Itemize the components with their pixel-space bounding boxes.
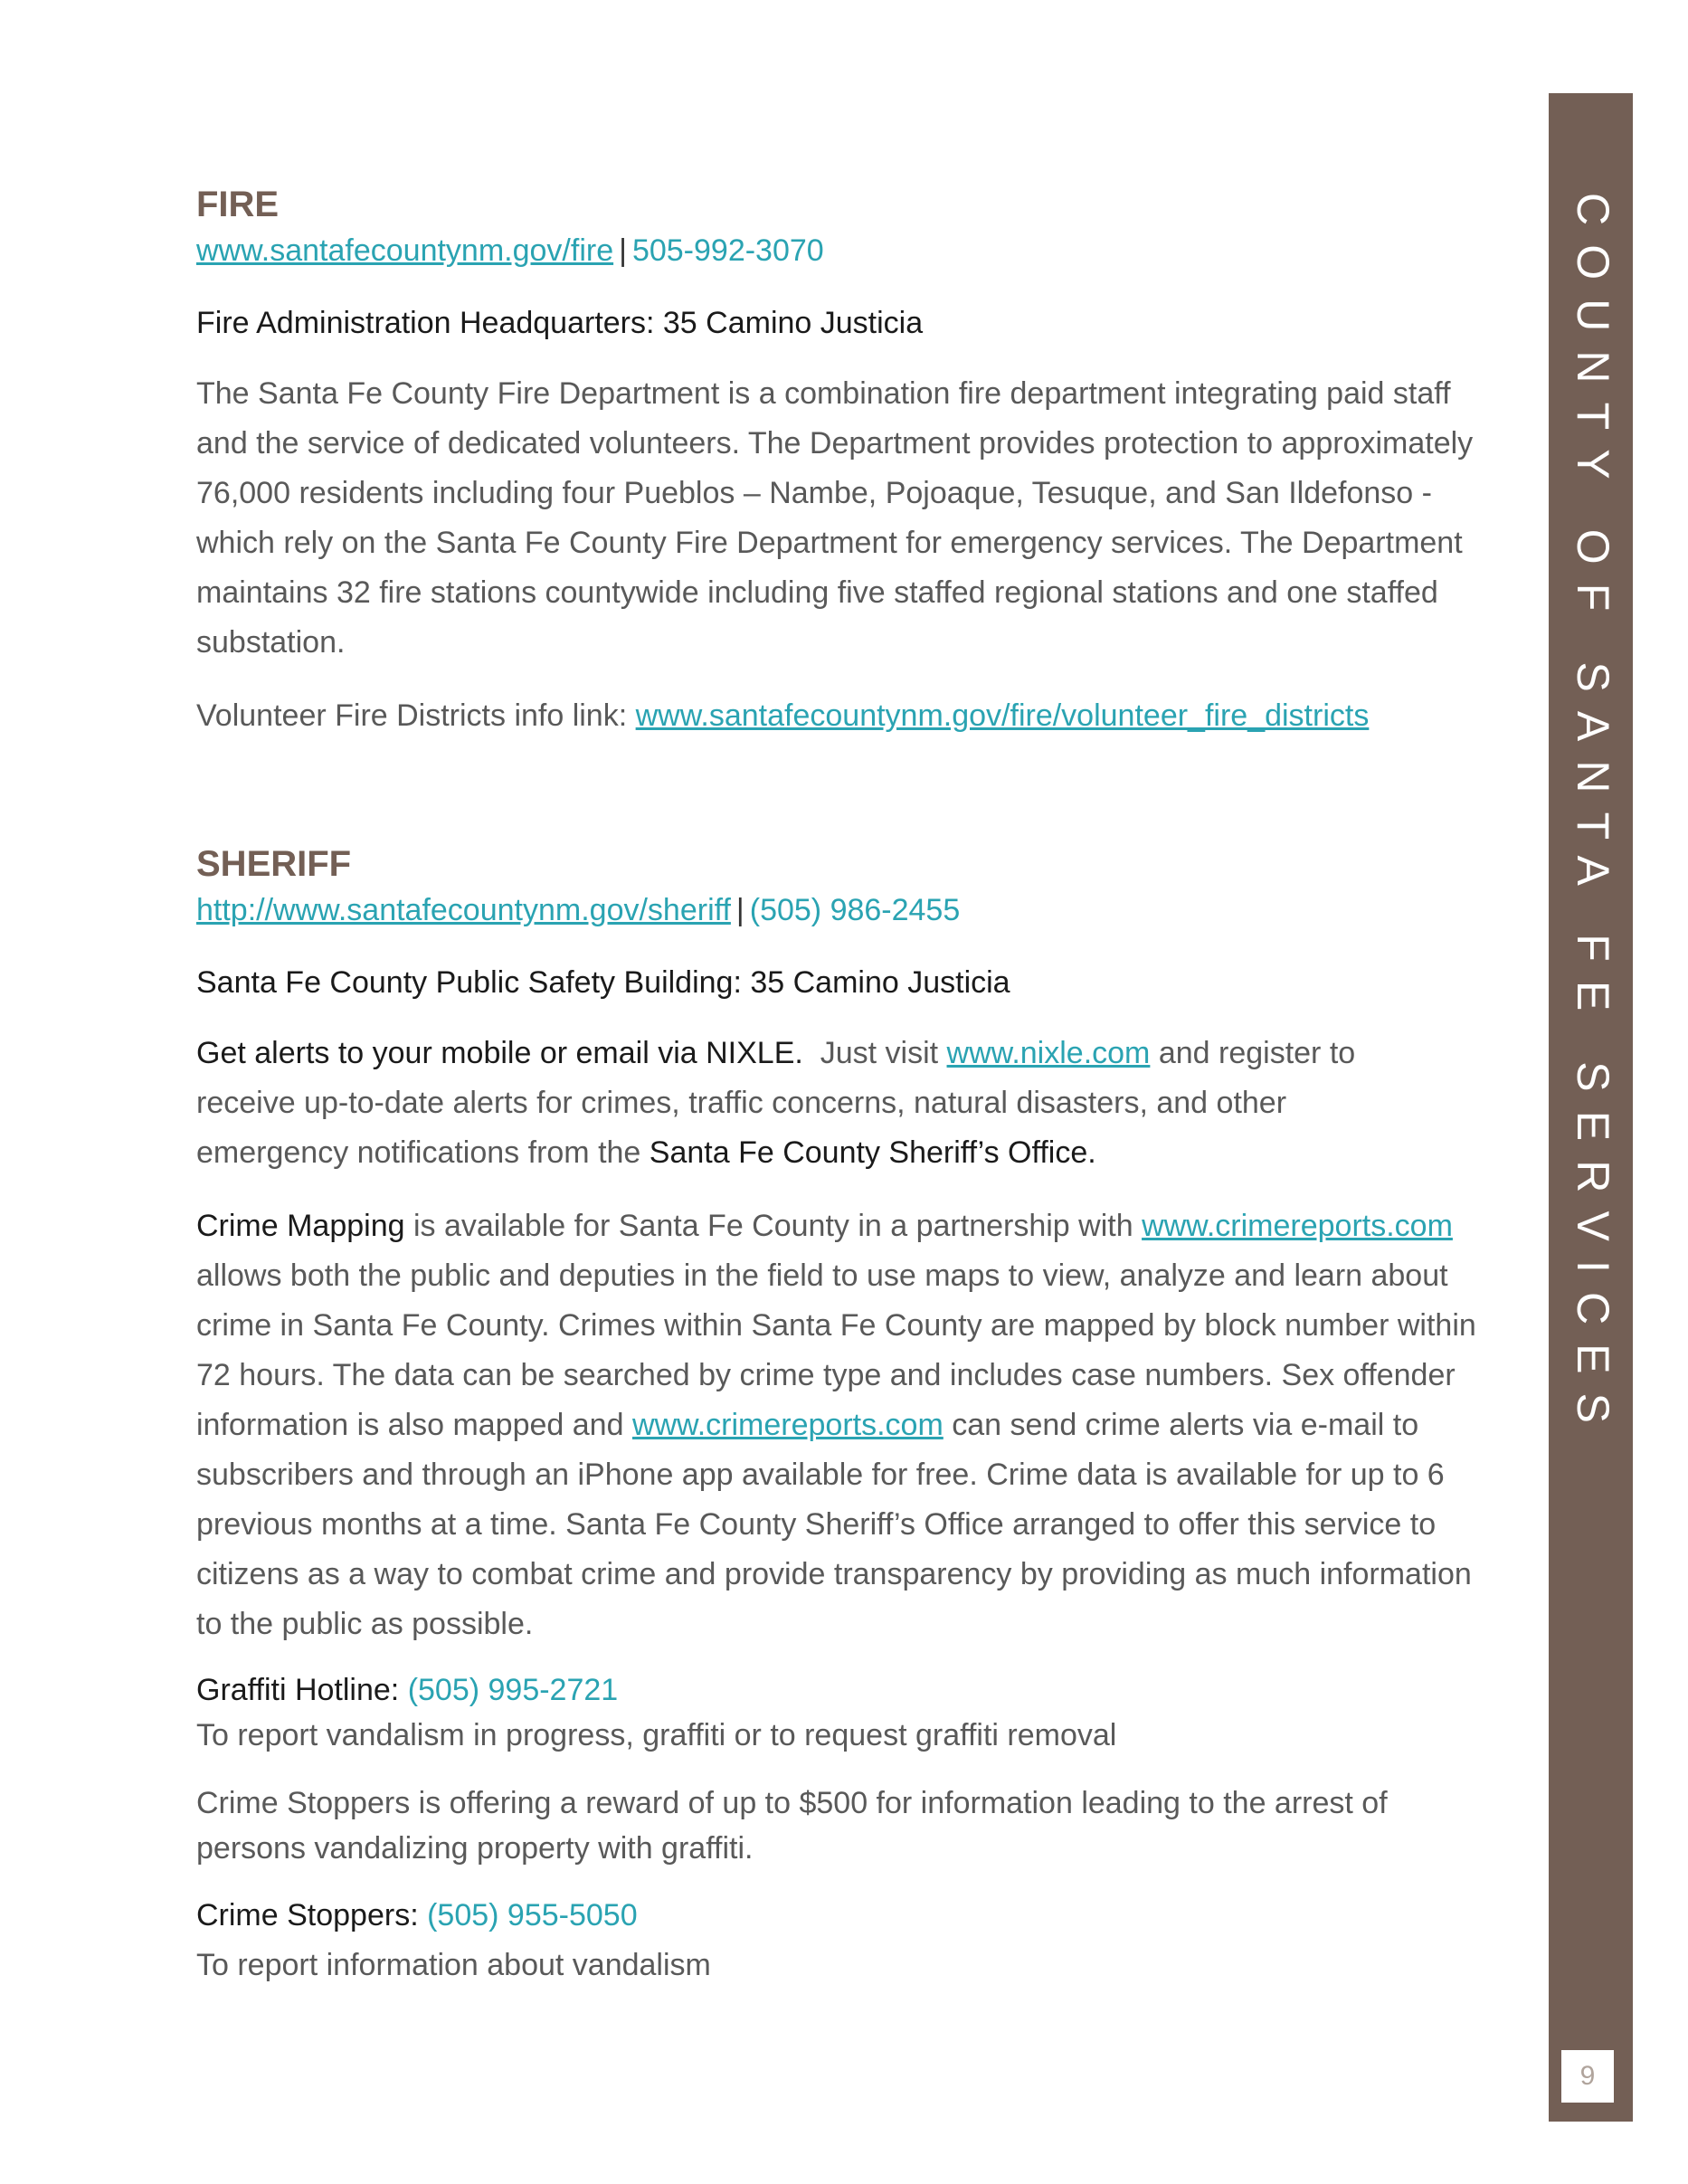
nixle-paragraph — [196, 1029, 1399, 1178]
fire-hq-address: Fire Administration Headquarters: 35 Camino Justicia — [196, 306, 924, 340]
stoppers-phone: (505) 955-5050 — [427, 1898, 638, 1932]
crime-mapping-text-2: allows both the public and deputies in the field to use maps to view, analyze and learn about crime in Santa Fe County. Crimes within Santa Fe County are mapped by block number within 72 hours. The data can be searched by crime type and includes case numbers. Sex offender information is also mapped and — [196, 1258, 1476, 1442]
sidebar-band — [1549, 93, 1633, 2122]
volunteer-label: Volunteer Fire Districts info link: — [196, 698, 636, 733]
stoppers-label: Crime Stoppers: — [196, 1898, 428, 1932]
sheriff-heading: SHERIFF — [196, 844, 352, 884]
sheriff-website-link[interactable]: http://www.santafecountynm.gov/sheriff — [196, 893, 731, 927]
crimereports-link-2[interactable]: www.crimereports.com — [631, 1408, 944, 1442]
graffiti-phone: (505) 995-2721 — [407, 1673, 619, 1707]
sheriff-phone: (505) 986-2455 — [749, 893, 961, 927]
volunteer-districts-line — [196, 691, 1503, 741]
separator: | — [735, 893, 744, 927]
fire-heading: FIRE — [196, 185, 280, 224]
sheriff-contact-line — [196, 888, 1503, 933]
nixle-link[interactable]: www.nixle.com — [946, 1036, 1151, 1070]
nixle-office: Santa Fe County Sheriff’s Office. — [649, 1135, 1096, 1170]
reward-paragraph: Crime Stoppers is offering a reward of up to $500 for information leading to the arrest of persons vandalizing property with graffiti. — [196, 1786, 1388, 1866]
fire-section — [196, 181, 1503, 741]
crime-stoppers-block — [196, 1891, 1503, 1990]
crime-mapping-paragraph — [196, 1201, 1503, 1649]
graffiti-hotline-block — [196, 1667, 1503, 1758]
separator: | — [619, 233, 627, 268]
crime-mapping-text-1: is available for Santa Fe County in a partnership with — [404, 1209, 1143, 1243]
fire-website-link[interactable]: www.santafecountynm.gov/fire — [196, 233, 614, 268]
nixle-intro: Get alerts to your mobile or email via NIXLE. — [196, 1036, 803, 1070]
sheriff-building-address: Santa Fe County Public Safety Building: 35 Camino Justicia — [196, 965, 1010, 1000]
stoppers-description: To report information about vandalism — [196, 1948, 711, 1982]
page-content — [196, 181, 1503, 1990]
sidebar-title: COUNTY OF SANTA FE SERVICES — [1568, 193, 1618, 1423]
sheriff-section — [196, 840, 1503, 1990]
crime-mapping-text-3: can send crime alerts via e-mail to subscribers and through an iPhone app available for free. Crime data is available for up to 6 previous months at a time. Santa Fe County Sheriff’s Office arranged to offer this service to citizens as a way to combat crime and provide transparency by providing as much information to the public as possible. — [196, 1408, 1472, 1641]
graffiti-description: To report vandalism in progress, graffiti or to request graffiti removal — [196, 1718, 1117, 1752]
page-number: 9 — [1561, 2050, 1614, 2103]
nixle-visit: Just visit — [802, 1036, 947, 1070]
sidebar-title-svg — [1549, 93, 1633, 2122]
nixle-rest: and register to receive up-to-date alerts for crimes, traffic concerns, natural disasters, and other emergency notifications from the — [196, 1036, 1356, 1170]
crime-mapping-label: Crime Mapping — [196, 1209, 405, 1243]
fire-contact-line — [196, 228, 1503, 273]
volunteer-districts-link[interactable]: www.santafecountynm.gov/fire/volunteer_fire_districts — [635, 698, 1370, 733]
fire-phone: 505-992-3070 — [631, 233, 824, 268]
fire-description: The Santa Fe County Fire Department is a combination fire department integrating paid staff and the service of dedicated volunteers. The Department provides protection to approximately 76,000 residents including four Pueblos – Nambe, Pojoaque, Tesuque, and San Ildefonso - which rely on the Santa Fe County Fire Department for emergency services. The Department maintains 32 fire stations countywide including five staffed regional stations and one staffed substation. — [196, 376, 1474, 660]
graffiti-label: Graffiti Hotline: — [196, 1673, 408, 1707]
crimereports-link[interactable]: www.crimereports.com — [1142, 1209, 1453, 1243]
